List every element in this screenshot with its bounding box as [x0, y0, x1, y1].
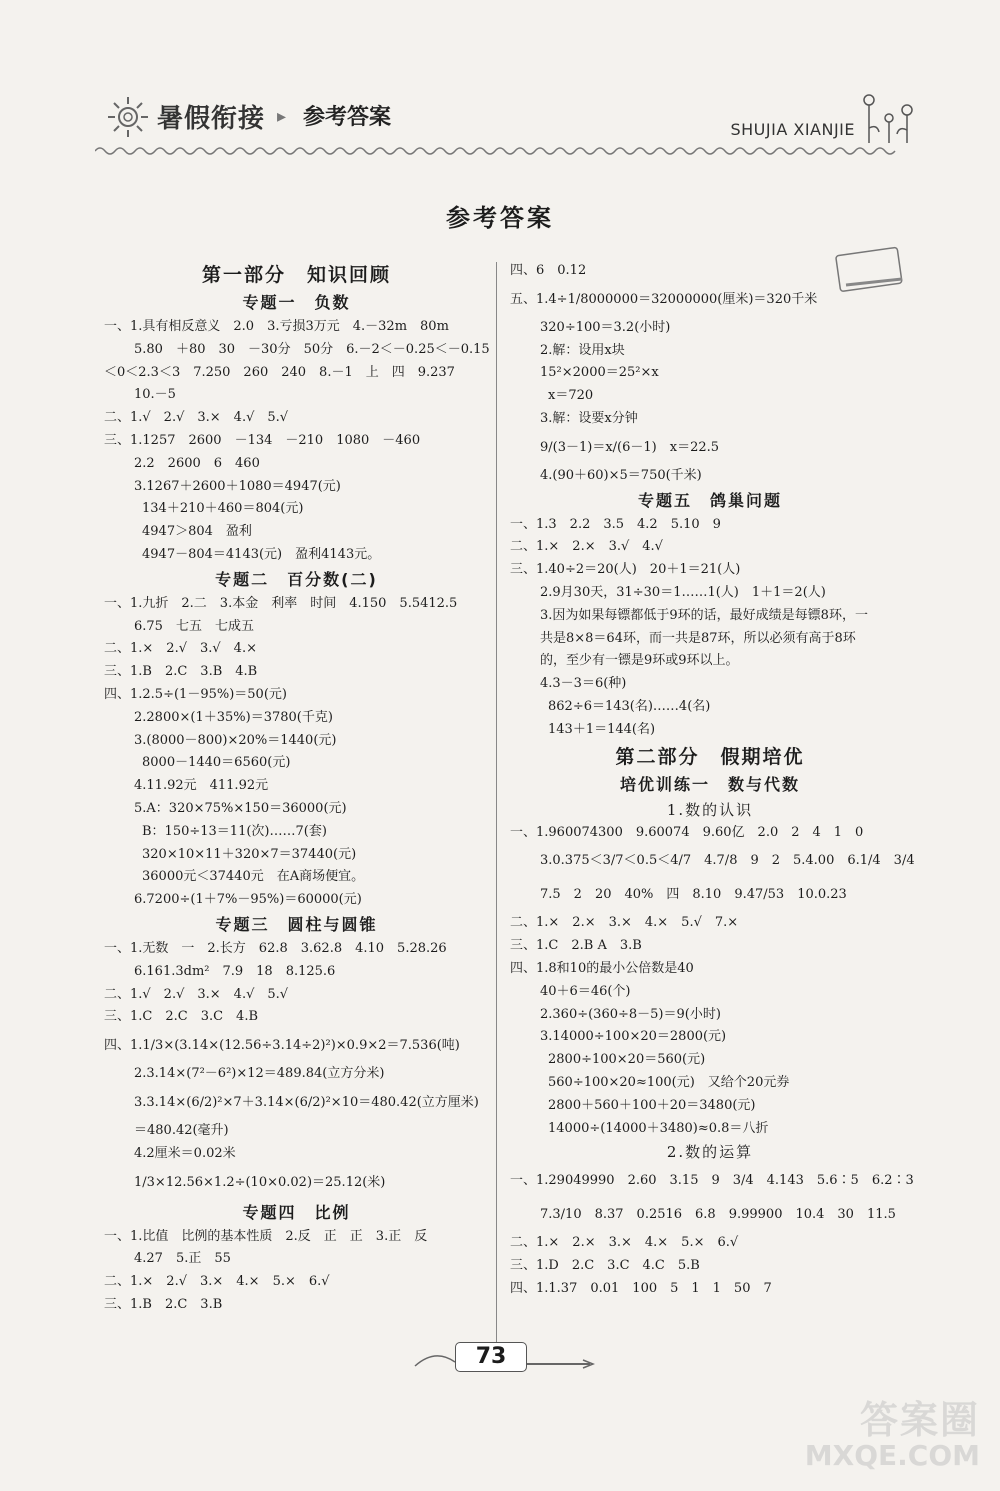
page-header [95, 88, 925, 160]
answer-line: 3.(8000－800)×20%＝1440(元) [134, 732, 337, 748]
answer-line: 二、1.× 2.√ 3.√ 4.× [104, 641, 257, 657]
answer-line: 143＋1＝144(名) [548, 721, 656, 737]
answer-line: 四、1.8和10的最小公倍数是40 [510, 960, 694, 976]
answer-line: 862÷6＝143(名)……4(名) [548, 698, 711, 714]
answer-line: 9/(3－1)＝x/(6－1) x＝22.5 [540, 439, 720, 455]
answer-line: 4.3－3＝6(种) [540, 676, 627, 692]
page-title: 参考答案 [446, 204, 554, 232]
answer-line: 40＋6＝46(个) [540, 983, 631, 999]
answer-line: 二、1.× 2.× 3.× 4.× 5.× 6.√ [510, 1235, 739, 1251]
answer-line: 5.A：320×75%×150＝36000(元) [134, 800, 347, 816]
answer-line: 134＋210＋460＝804(元) [142, 501, 304, 517]
answer-line: 三、1.D 2.C 3.C 4.C 5.B [510, 1258, 700, 1274]
answer-line: 3.因为如果每镖都低于9环的话，最好成绩是每镖8环，一 [540, 607, 868, 623]
page-number: 73 [455, 1342, 527, 1372]
answer-line: 二、1.× 2.× 3.√ 4.√ [510, 539, 663, 555]
answer-line: 一、1.比值 比例的基本性质 2.反 正 正 3.正 反 [104, 1228, 428, 1244]
watermark-url: MXQE.COM [804, 1439, 980, 1472]
answer-line: 3.3.14×(6/2)²×7＋3.14×(6/2)²×10＝480.42(立方厘米) [134, 1094, 479, 1110]
answer-line: B：150÷13＝11(次)……7(套) [142, 823, 327, 839]
left-column [104, 260, 489, 1317]
topic-heading: 专题五 鸽巢问题 [637, 490, 782, 510]
right-column [510, 260, 915, 1301]
answer-line: 14000÷(14000＋3480)≈0.8＝八折 [548, 1120, 769, 1136]
answer-line: 1/3×12.56×1.2÷(10×0.02)＝25.12(米) [134, 1174, 386, 1190]
column-divider [496, 262, 497, 1342]
flowers-icon [855, 88, 925, 148]
sun-icon [105, 94, 151, 140]
answer-line: 2800＋560＋100＋20＝3480(元) [548, 1097, 756, 1113]
answer-line: 三、1.B 2.C 3.B 4.B [104, 664, 258, 680]
answer-line: 三、1.C 2.C 3.C 4.B [104, 1009, 259, 1025]
subtopic-heading: 2.数的运算 [666, 1143, 754, 1162]
answer-line: 3.0.375＜3/7＜0.5＜4/7 4.7/8 9 2 5.4.00 6.1/4 3/4 [540, 853, 915, 869]
answer-line: 一、1.无数 一 2.长方 62.8 3.62.8 4.10 5.28.26 [104, 940, 447, 956]
answer-line: 3.14000÷100×20＝2800(元) [540, 1029, 727, 1045]
topic-heading: 专题二 百分数(二) [215, 569, 378, 589]
answer-line: 二、1.√ 2.√ 3.× 4.√ 5.√ [104, 986, 289, 1002]
part-heading: 第二部分 假期培优 [615, 745, 805, 768]
header-border [95, 144, 925, 158]
answer-line: 一、1.960074300 9.60074 9.60亿 2.0 2 4 1 0 [510, 824, 864, 840]
answer-line: 560÷100×20≈100(元) 又给个20元券 [548, 1074, 790, 1090]
answer-line: 4.(90＋60)×5＝750(千米) [540, 467, 702, 483]
answer-line: 五、1.4÷1/8000000＝32000000(厘米)＝320千米 [510, 291, 818, 307]
answer-line: 8000－1440＝6560(元) [142, 755, 291, 771]
topic-heading: 培优训练一 数与代数 [619, 774, 800, 794]
answer-line: 一、1.九折 2.二 3.本金 利率 时间 4.150 5.5412.5 [104, 595, 458, 611]
answer-line: 7.3/10 8.37 0.2516 6.8 9.99900 10.4 30 11.5 [540, 1207, 896, 1223]
answer-line: 四、1.1.37 0.01 100 5 1 1 50 7 [510, 1280, 772, 1296]
answer-line: 三、1.40÷2＝20(人) 20＋1＝21(人) [510, 562, 741, 578]
answer-line: 2.3.14×(7²－6²)×12＝489.84(立方分米) [134, 1066, 385, 1082]
answer-line: 10.－5 [134, 387, 176, 403]
topic-heading: 专题三 圆柱与圆锥 [215, 914, 378, 934]
brand-title: 暑假衔接 [157, 104, 266, 134]
answer-line: 6.75 七五 七成五 [134, 618, 254, 634]
answer-line: 二、1.√ 2.√ 3.× 4.√ 5.√ [104, 410, 289, 426]
section-title: 参考答案 [303, 105, 392, 130]
answer-line: 四、6 0.12 [510, 263, 587, 278]
answer-line: 一、1.具有相反意义 2.0 3.亏损3万元 4.－32m 80m [104, 319, 449, 334]
answer-line: 三、1.1257 2600 －134 －210 1080 －460 [104, 432, 421, 448]
answer-line: 3.1267＋2600＋1080＝4947(元) [134, 478, 341, 494]
answer-line: 一、1.3 2.2 3.5 4.2 5.10 9 [510, 516, 721, 532]
answer-line: 3.解：设要x分钟 [540, 410, 638, 426]
answer-line: 三、1.B 2.C 3.B [104, 1296, 223, 1312]
brand-english: SHUJIA XIANJIE [730, 120, 855, 139]
answer-line: 4947＞804 盈利 [142, 524, 252, 540]
answer-line: 2800÷100×20＝560(元) [548, 1052, 706, 1068]
answer-line: 二、1.× 2.× 3.× 4.× 5.√ 7.× [510, 915, 739, 931]
answer-line: 2.360÷(360÷8－5)＝9(小时) [540, 1006, 721, 1022]
answer-line: 4.27 5.正 55 [134, 1251, 231, 1267]
answer-line: 320÷100＝3.2(小时) [540, 319, 671, 335]
answer-line: 7.5 2 20 40% 四 8.10 9.47/53 10.0.23 [540, 887, 847, 903]
subtopic-heading: 1.数的认识 [666, 800, 754, 819]
answer-line: x＝720 [548, 388, 594, 404]
answer-line: 4.2厘米＝0.02米 [134, 1145, 236, 1161]
answer-line: 4.11.92元 411.92元 [134, 778, 269, 794]
part-heading: 第一部分 知识回顾 [201, 264, 391, 286]
answer-line: 三、1.C 2.B A 3.B [510, 938, 642, 954]
answer-line: 二、1.× 2.√ 3.× 4.× 5.× 6.√ [104, 1274, 330, 1290]
answer-line: 4947－804＝4143(元) 盈利4143元。 [142, 546, 381, 562]
answer-line: 6.161.3dm² 7.9 18 8.125.6 [134, 963, 336, 979]
answer-line: 320×10×11＋320×7＝37440(元) [142, 846, 357, 862]
answer-line: 2.9月30天，31÷30＝1……1(人) 1＋1＝2(人) [540, 584, 826, 600]
answer-line: 2.2800×(1＋35%)＝3780(千克) [134, 709, 333, 725]
answer-line: 的，至少有一镖是9环或9环以上。 [540, 653, 739, 669]
watermark-logo-text: 答案圈 [859, 1398, 980, 1442]
answer-line: 5.80 ＋80 30 －30分 50分 6.－2＜－0.25＜－0.15 [134, 341, 490, 357]
arrow-icon: ▸ [277, 106, 287, 127]
answer-line: 共是8×8＝64环，而一共是87环，所以必须有高于8环 [540, 630, 856, 646]
answer-line: 36000元＜37440元 在A商场便宜。 [142, 869, 365, 885]
answer-line: ＜0＜2.3＜3 7.250 260 240 8.－1 上 四 9.237 [104, 364, 455, 380]
watermark [780, 1389, 980, 1479]
answer-line: 2.2 2600 6 460 [134, 455, 260, 471]
answer-line: 四、1.1/3×(3.14×(12.56÷3.14÷2)²)×0.9×2＝7.536(吨) [104, 1038, 460, 1054]
answer-line: 四、1.2.5÷(1－95%)＝50(元) [104, 686, 287, 702]
topic-heading: 专题四 比例 [242, 1202, 351, 1222]
answer-line: 15²×2000＝25²×x [540, 365, 659, 381]
topic-heading: 专题一 负数 [242, 293, 351, 312]
answer-line: 2.解：设用x块 [540, 342, 625, 358]
answer-line: 6.7200÷(1＋7%－95%)＝60000(元) [134, 892, 362, 908]
answer-line: ＝480.42(毫升) [134, 1122, 229, 1138]
answer-line: 一、1.29049990 2.60 3.15 9 3/4 4.143 5.6∶5 6.2∶3 [510, 1173, 914, 1189]
